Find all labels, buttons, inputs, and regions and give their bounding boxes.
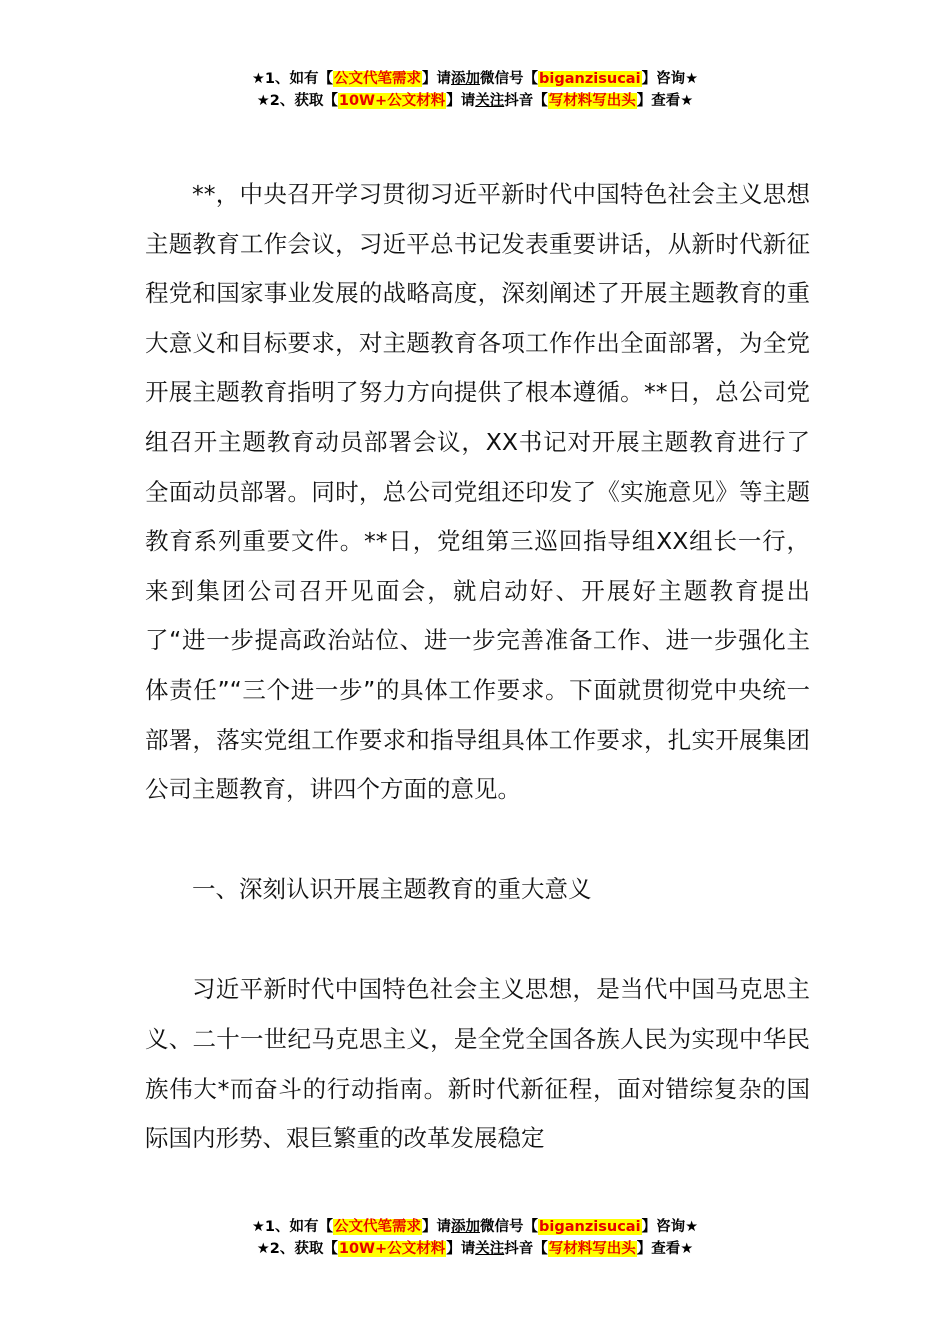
banner-highlight: 10W+公文材料 <box>338 93 446 109</box>
banner-highlight: 10W+公文材料 <box>338 1241 446 1257</box>
body-paragraph-2: 习近平新时代中国特色社会主义思想，是当代中国马克思主义、二十一世纪马克思主义，是全党全国各族人民为实现中华民族伟大*而奋斗的行动指南。新时代新征程，面对错综复杂的国际国内形势、艰巨繁重的改革发展稳定 <box>145 975 810 1153</box>
footer-banner-line-2: ★2、获取【10W+公文材料】请关注抖音【写材料写出头】查看★ <box>256 1241 694 1257</box>
body-paragraph-1: **，中央召开学习贯彻习近平新时代中国特色社会主义思想主题教育工作会议，习近平总书记发表重要讲话，从新时代新征程党和国家事业发展的战略高度，深刻阐述了开展主题教育的重大意义和目标要求，对主题教育各项工作作出全面部署，为全党开展主题教育指明了努力方向提供了根本遵循。**日，总公司党组召开主题教育动员部署会议，XX书记对开展主题教育进行了全面动员部署。同时，总公司党组还印发了《实施意见》等主题教育系列重要文件。**日，党组第三巡回指导组XX组长一行，来到集团公司召开见面会，就启动好、开展好主题教育提出了“进一步提高政治站位、进一步完善准备工作、进一步强化主体责任”“三个进一步”的具体工作要求。下面就贯彻党中央统一部署，落实党组工作要求和指导组具体工作要求，扎实开展集团公司主题教育，讲四个方面的意见。 <box>145 180 810 804</box>
banner-highlight: biganzisucai <box>539 1219 641 1235</box>
footer-banner <box>0 1216 950 1260</box>
footer-banner-line-1: ★1、如有【公文代笔需求】请添加微信号【biganzisucai】咨询★ <box>251 1219 699 1235</box>
banner-highlight: 写材料写出头 <box>548 1241 636 1257</box>
banner-highlight: 公文代笔需求 <box>334 71 422 87</box>
document-body <box>145 170 810 1164</box>
banner-highlight: 写材料写出头 <box>548 93 636 109</box>
banner-highlight: biganzisucai <box>539 71 641 87</box>
banner-line-2: ★2、获取【10W+公文材料】请关注抖音【写材料写出头】查看★ <box>256 93 694 109</box>
header-banner <box>0 68 950 112</box>
banner-line-1: ★1、如有【公文代笔需求】请添加微信号【biganzisucai】咨询★ <box>251 71 699 87</box>
banner-highlight: 公文代笔需求 <box>334 1219 422 1235</box>
section-heading-1: 一、深刻认识开展主题教育的重大意义 <box>192 874 592 903</box>
